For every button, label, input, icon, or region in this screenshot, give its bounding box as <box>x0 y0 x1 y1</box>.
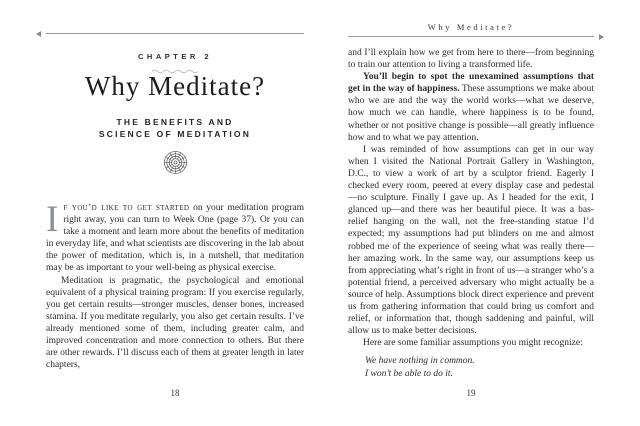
running-head: Why Meditate? <box>427 22 515 32</box>
right-paragraph-3: I was reminded of how assumptions can get in our way when I visited the National Portrait Gallery in Washington, D.C., to view a work of art by a sculptor friend. Eagerly I checked every room, peered at every display case and pedestal—no sculpture. Finally I gave up. As I headed for the exit, I glanced up—and there was her beautiful piece. It was a bas-relief hanging on the wall, not the free-standing statue I’d expected; my assumptions had put blinders on me and almost robbed me of the experience of seeing what was really there—her amazing work. In the same way, our assumptions keep us from appreciating what’s right in front of us—a stranger who’s a potential friend, a perceived adversary who might actually be a source of help. Assumptions block direct experience and prevent us from gathering information that could bring us comfort and relief, or information that, though saddening and painful, will allow us to make better decisions. <box>348 144 594 337</box>
lead-small-caps: f you’d like to get started <box>63 203 190 213</box>
bold-lead-sentence: You’ll begin to spot the unexamined assumptions that get in the way of happiness. <box>348 72 594 95</box>
next-page-arrow-icon[interactable] <box>599 34 604 40</box>
right-paragraph-2 <box>348 71 594 144</box>
chapter-title: Why Meditate? <box>84 71 266 101</box>
right-paragraph-1: and I’ll explain how we get from here to there—from beginning to train our attention to living a transformed life. <box>348 48 594 71</box>
chapter-subtitle-line2: SCIENCE OF MEDITATION <box>98 128 252 139</box>
left-paragraph-1 <box>46 199 305 275</box>
right-paragraph-4: Here are some familiar assumptions you might recognize: <box>363 338 583 349</box>
chapter-label: CHAPTER 2 <box>137 52 212 61</box>
drop-cap: I <box>46 199 59 240</box>
left-header-rule <box>46 33 304 34</box>
right-page <box>348 0 594 426</box>
right-header-rule <box>348 36 594 37</box>
previous-page-arrow-icon[interactable] <box>36 31 41 37</box>
right-body-text <box>348 47 594 381</box>
chapter-subtitle <box>46 117 304 140</box>
assumption-quote-1: We have nothing in common. <box>365 356 475 367</box>
paragraph-text: on your meditation program right away, you can turn to Week One (page 37). Or you can take a moment and learn more about the benefits of meditation in everyday life, and what scientists are discovering in the lab about the power of meditation, which is, in a nutshell, that meditation may be as important to your well-being as physical exercise. <box>46 203 305 274</box>
left-page-number: 18 <box>170 388 180 398</box>
assumption-quote-2: I won’t be able to do it. <box>365 369 453 380</box>
mandala-ornament-icon <box>46 150 304 180</box>
chapter-subtitle-line1: THE BENEFITS AND <box>116 117 234 127</box>
left-paragraph-2: Meditation is pragmatic, the psychological and emotional equivalent of a physical training program: If you exercise regularly, you get certain results—stronger muscles, denser bones, increased stamina. If you meditate regularly, you also get certain results. I’ve already mentioned some of them, including greater calm, and improved concentration and more connection to others. But there are other rewards. I’ll discuss each of them at greater length in later chapters, <box>46 275 304 371</box>
left-page <box>46 0 304 426</box>
paragraph-text: These assumptions we make about who we are and the way the world works—what we deserve, how much we can handle, where happiness is to be found, whether or not positive change is possible—all greatly influence how and to what we pay attention. <box>348 84 594 143</box>
left-body-text <box>46 199 305 371</box>
right-page-number: 19 <box>466 388 476 398</box>
